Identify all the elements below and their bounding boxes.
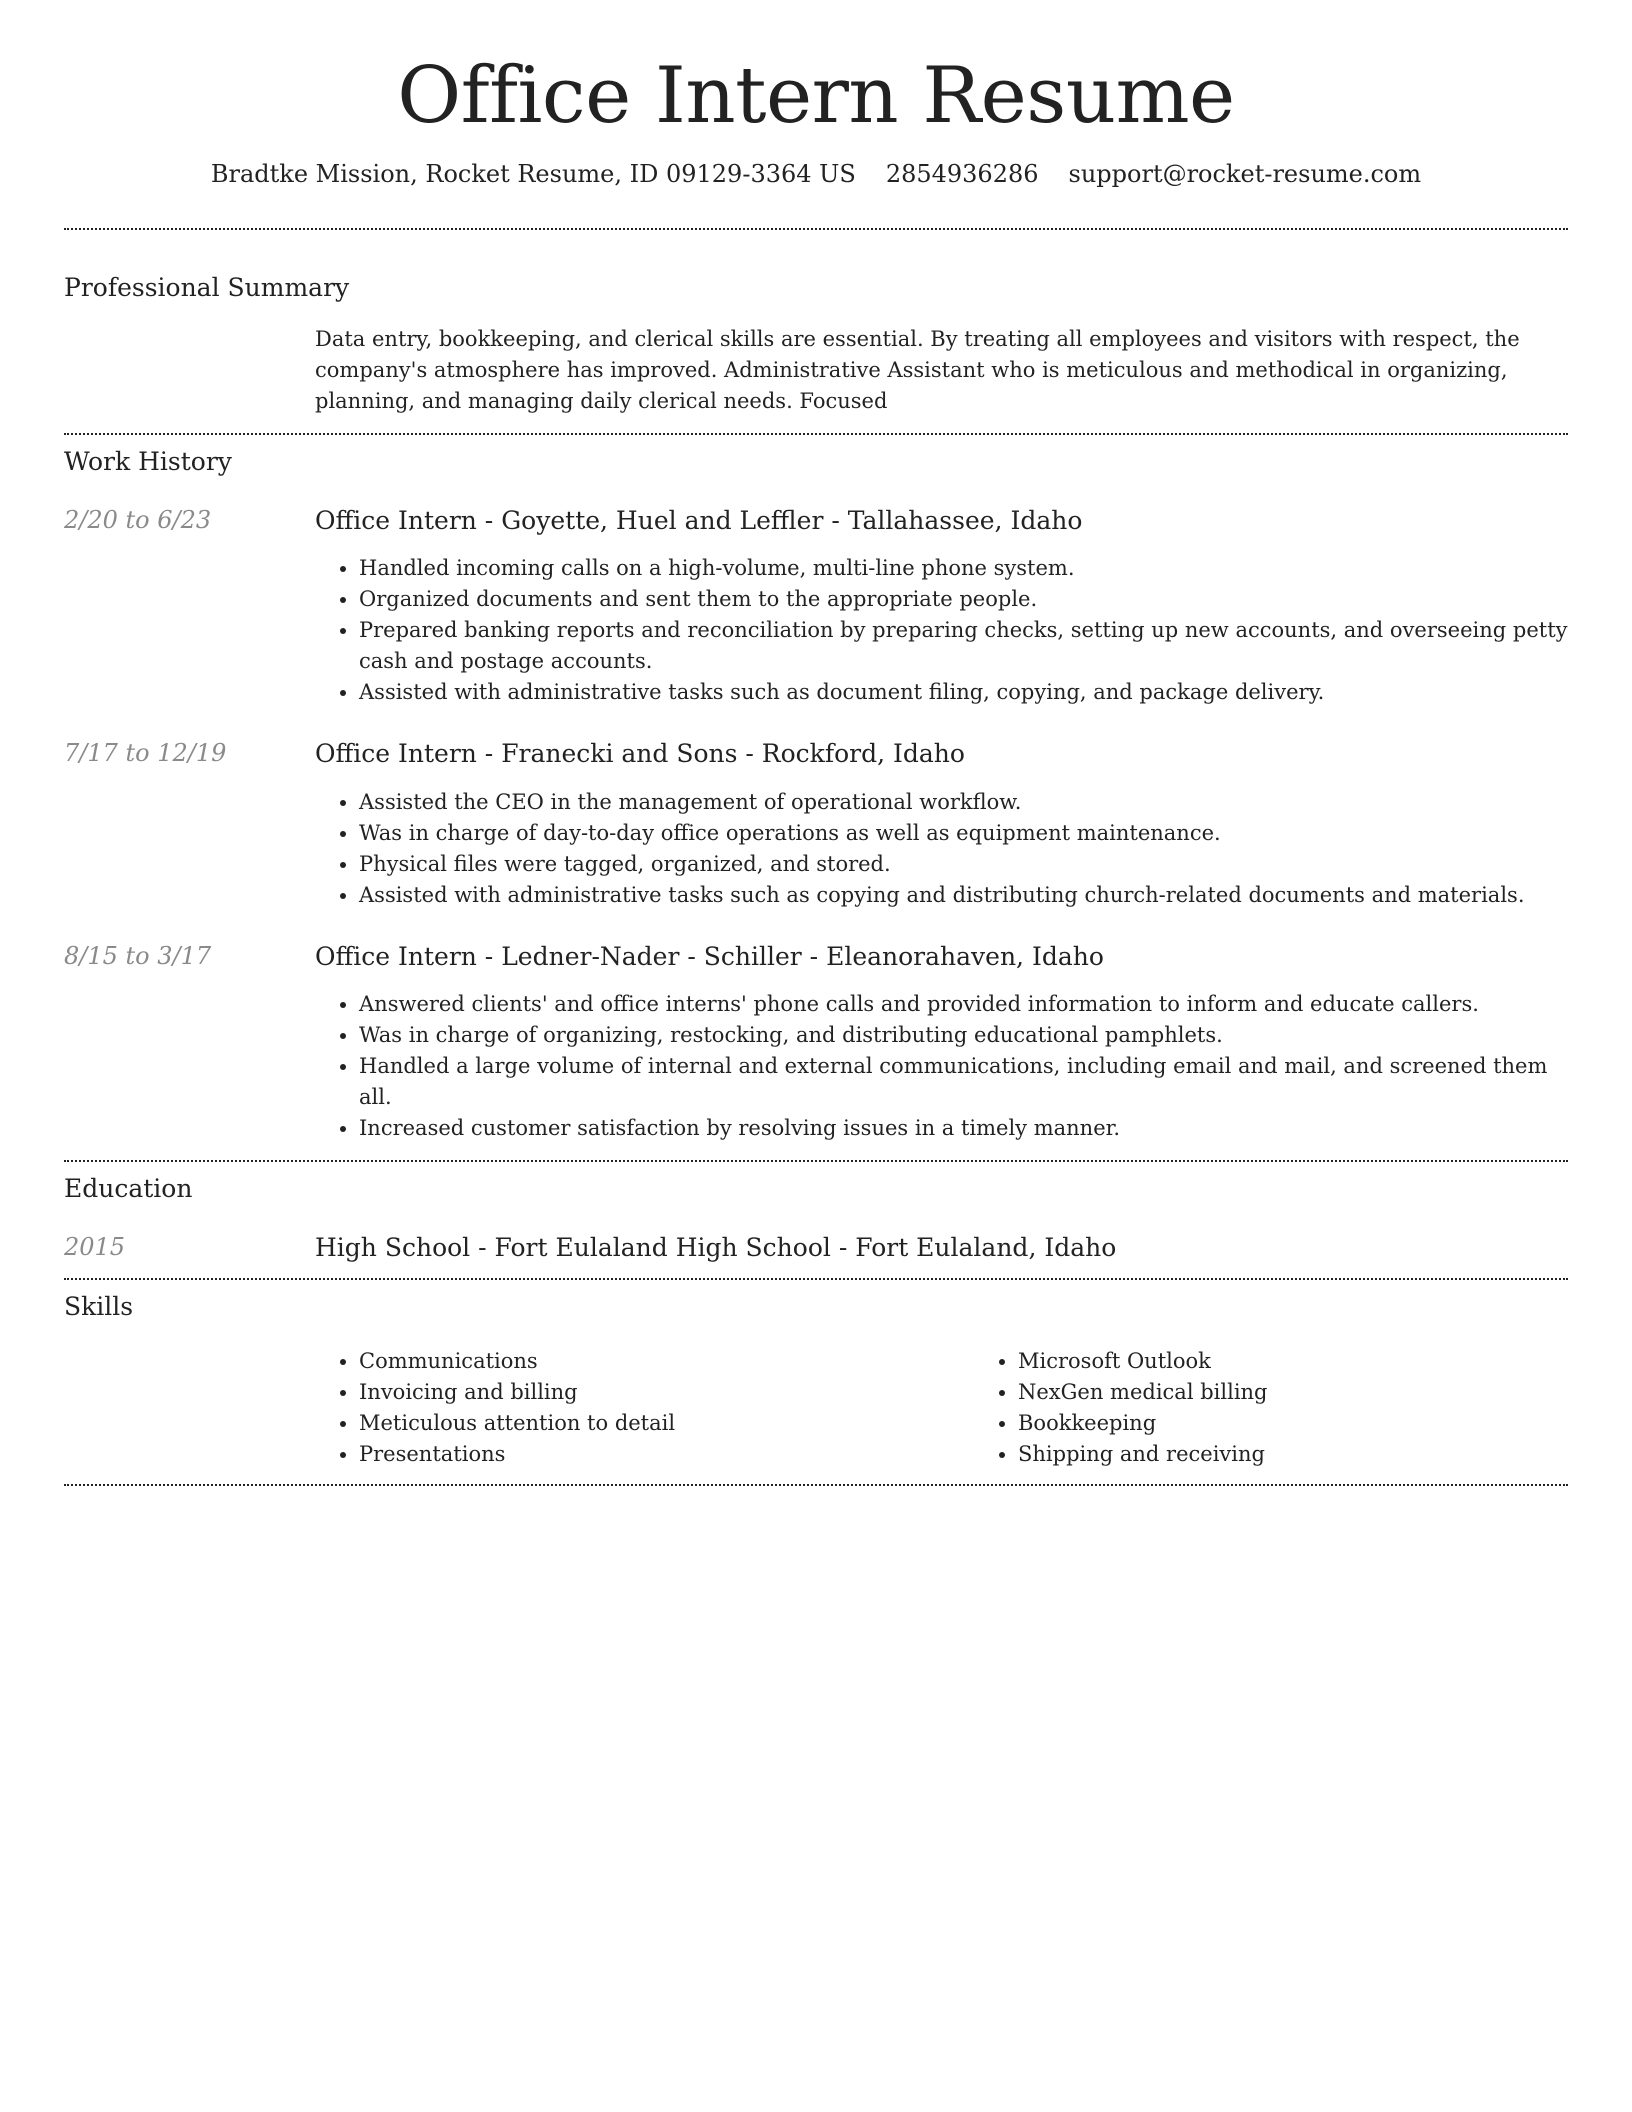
job-dates: 7/17 to 12/19 (64, 739, 227, 768)
list-item: • Assisted the CEO in the management of operational workflow. (359, 787, 1568, 818)
skills-column-left (315, 1346, 974, 1470)
work-history-title: Work History (64, 447, 232, 477)
job-dates: 2/20 to 6/23 (64, 505, 212, 534)
education-title: Education (64, 1174, 193, 1204)
summary-text: Data entry, bookkeeping, and clerical skills are essential. By treating all employees and visitors with respect, the company's atmosphere has improved. Administrative Assistant who is meticulous and methodical in organizing, planning, and managing daily clerical needs. Focused (315, 327, 1520, 414)
summary-section (64, 230, 1568, 418)
education-section (64, 1162, 1568, 1264)
list-item: • Increased customer satisfaction by resolving issues in a timely manner. (359, 1113, 1568, 1144)
list-item: • Handled a large volume of internal and external communications, including email and mail, and screened them all. (359, 1051, 1568, 1113)
resume-title: Office Intern Resume (397, 51, 1235, 141)
skills-column-right (974, 1346, 1632, 1470)
contact-address: Bradtke Mission, Rocket Resume, ID 09129-3364 US (210, 159, 856, 188)
education-year: 2015 (64, 1232, 126, 1261)
job-heading: Office Intern - Ledner-Nader - Schiller - Eleanorahaven, Idaho (315, 941, 1104, 971)
list-item: • Microsoft Outlook (1018, 1346, 1632, 1377)
job-entry (64, 941, 1568, 1145)
skills-list (315, 1346, 1632, 1470)
education-entry (64, 1232, 1568, 1265)
list-item: • Invoicing and billing (359, 1377, 974, 1408)
resume-header (64, 0, 1568, 188)
job-heading: Office Intern - Goyette, Huel and Leffler - Tallahassee, Idaho (315, 505, 1083, 535)
job-duties (315, 989, 1568, 1144)
list-item: • Presentations (359, 1439, 974, 1470)
list-item: • Meticulous attention to detail (359, 1408, 974, 1439)
list-item: • Assisted with administrative tasks such as copying and distributing church-related documents and materials. (359, 880, 1568, 911)
list-item: • Was in charge of day-to-day office operations as well as equipment maintenance. (359, 818, 1568, 849)
list-item: • Answered clients' and office interns' phone calls and provided information to inform and educate callers. (359, 989, 1568, 1020)
list-item: • Communications (359, 1346, 974, 1377)
job-heading: Office Intern - Franecki and Sons - Rockford, Idaho (315, 739, 965, 769)
skills-section (64, 1280, 1568, 1470)
list-item: • Assisted with administrative tasks such as document filing, copying, and package delivery. (359, 677, 1568, 708)
job-duties (315, 787, 1568, 911)
job-dates: 8/15 to 3/17 (64, 941, 212, 970)
summary-title: Professional Summary (64, 272, 350, 302)
divider (64, 1484, 1568, 1486)
contact-email: support@rocket-resume.com (1068, 159, 1422, 188)
job-entry (64, 738, 1568, 911)
list-item: • Bookkeeping (1018, 1408, 1632, 1439)
list-item: • Physical files were tagged, organized, and stored. (359, 849, 1568, 880)
job-entry (64, 505, 1568, 709)
education-heading: High School - Fort Eulaland High School - Fort Eulaland, Idaho (315, 1232, 1117, 1262)
list-item: • Handled incoming calls on a high-volume, multi-line phone system. (359, 553, 1568, 584)
list-item: • Shipping and receiving (1018, 1439, 1632, 1470)
list-item: • Organized documents and sent them to the appropriate people. (359, 584, 1568, 615)
job-duties (315, 553, 1568, 708)
contact-phone: 2854936286 (885, 159, 1039, 188)
skills-title: Skills (64, 1292, 134, 1322)
list-item: • NexGen medical billing (1018, 1377, 1632, 1408)
list-item: • Was in charge of organizing, restocking, and distributing educational pamphlets. (359, 1020, 1568, 1051)
list-item: • Prepared banking reports and reconciliation by preparing checks, setting up new accounts, and overseeing petty cash and postage accounts. (359, 615, 1568, 677)
contact-line (64, 160, 1568, 188)
work-history-section (64, 435, 1568, 1144)
